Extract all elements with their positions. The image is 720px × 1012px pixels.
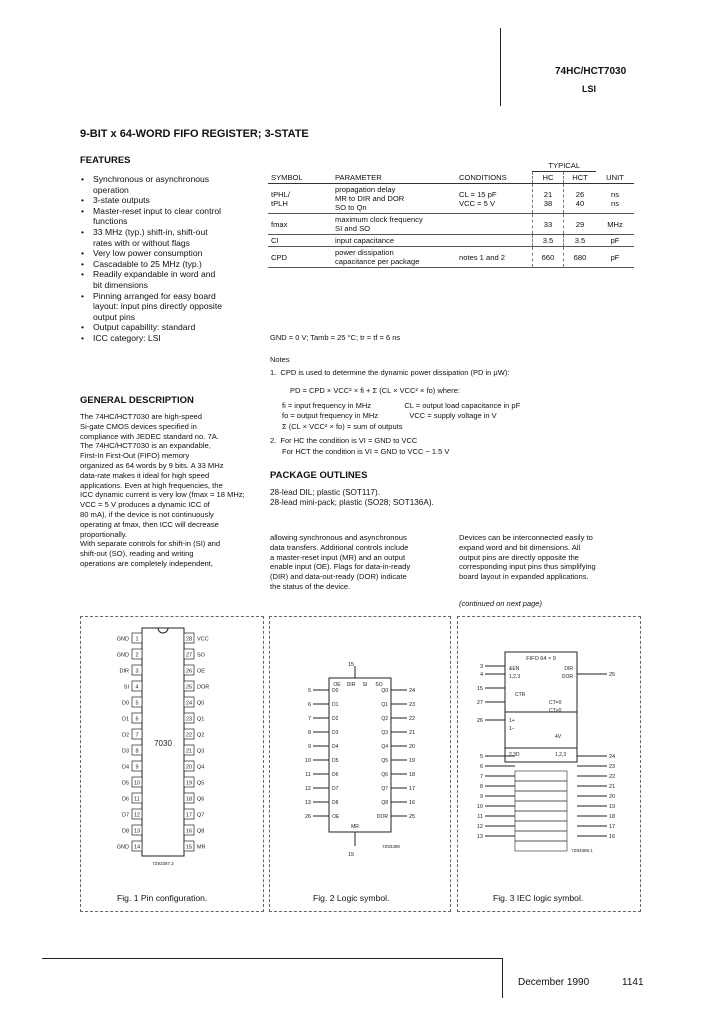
pin-configuration-diagram [80, 616, 262, 910]
pin-name: D7 [121, 812, 129, 819]
pin-name: MR [197, 844, 206, 851]
pin-number: 18 [185, 796, 193, 803]
logic-symbol-diagram [269, 616, 449, 910]
pin-name: Q2 [197, 732, 205, 739]
feature-item: • Readily expandable in word and bit dimensions [80, 269, 270, 290]
iec-label: &EN [509, 666, 520, 672]
pin-number: 16 [609, 834, 616, 840]
general-description: The 74HC/HCT7030 are high-speed Si-gate CMOS devices specified in compliance with JEDEC standard no. 7A. The 74HC/HCT7030 is an expandable, First-In First-Out (FIFO) memory organized as 64 words by 9 bits. A 33 MHz data-rate makes it ideal for high speed applications. Even at high frequencies, the ICC dynamic current is very low (fmax = 18 MHz; VCC = 5 V produces a dynamic ICC of 80 mA), if the device is not continuously operating at fmax, then ICC will decrease proportionally. With separate controls for shift-in (SI) and shift-out (SO), reading and writing operations are completely independent, [80, 412, 245, 568]
table-header-symbol: SYMBOL [268, 172, 332, 184]
table-cell-param: propagation delay MR to DIR and DOR SO to Qn [332, 184, 456, 214]
pin-number: 25 [609, 672, 616, 678]
pin-name: Q7 [381, 786, 388, 792]
iec-logic-symbol-diagram [457, 616, 639, 910]
pin-name: D1 [121, 716, 129, 723]
iec-label: 1,2,3 [555, 752, 567, 758]
spec-table [268, 160, 634, 268]
iec-bit-cell [515, 781, 567, 791]
pin-name: D0 [332, 688, 339, 694]
pin-number: 26 [476, 718, 483, 724]
table-cell-symbol: fmax [268, 214, 332, 235]
continued-note: (continued on next page) [459, 599, 542, 608]
pin-number: 7 [307, 716, 311, 722]
pin-number: 19 [609, 804, 616, 810]
pin-name: Q1 [197, 716, 205, 723]
iec-label: 2,3D [509, 752, 520, 758]
note-line: fo = output frequency in MHz VCC = supply voltage in V [282, 411, 497, 420]
iec-bit-cell [515, 771, 567, 781]
pin-number: 7 [479, 774, 483, 780]
top-label: SO [375, 682, 383, 688]
table-cell-hct: 29 [564, 214, 597, 235]
table-cell-hc: 3.5 [533, 235, 564, 247]
pin-number: 17 [409, 786, 416, 792]
pin-name: OE [197, 668, 205, 675]
pin-number: 20 [409, 744, 416, 750]
pin-number: 21 [185, 748, 193, 755]
iec-bit-cell [515, 791, 567, 801]
pin-number: 26 [185, 668, 193, 675]
pin-name: Q6 [381, 772, 388, 778]
pin-name: Q3 [197, 748, 205, 755]
table-cell-unit: ns ns [596, 184, 634, 214]
part-number: 74HC/HCT7030 [555, 66, 627, 77]
pin-number: 24 [185, 700, 193, 707]
pin-number: 22 [409, 716, 416, 722]
pin-name: D8 [332, 800, 339, 806]
package-line-1: 28-lead DIL; plastic (SOT117). [270, 488, 380, 497]
pin-number: 15 [347, 662, 355, 668]
pin-number: 2 [135, 652, 139, 659]
top-label: OE [333, 682, 341, 688]
table-cell-cond [456, 214, 533, 235]
pin-name: Q8 [381, 800, 388, 806]
table-cell-symbol: tPHL/ tPLH [268, 184, 332, 214]
pin-number: 21 [609, 784, 616, 790]
pin-number: 22 [609, 774, 616, 780]
pin-name: Q4 [381, 744, 388, 750]
pin-number: 17 [609, 824, 616, 830]
part-category: LSI [582, 84, 597, 94]
figure-3-caption: Fig. 3 IEC logic symbol. [493, 893, 584, 903]
pin-name: D1 [332, 702, 339, 708]
pin-name: D4 [332, 744, 339, 750]
pin-name: D4 [121, 764, 129, 771]
iec-bit-cell [515, 821, 567, 831]
middle-paragraph: allowing synchronous and asynchronous data transfers. Additional controls include a master-reset input (MR) and an output enable input (OE). Flags for data-in-ready (DIR) and data-out-ready (DOR) indicate the status of the device. [270, 533, 411, 591]
pin-name: D5 [332, 758, 339, 764]
iec-label: 4V [555, 734, 562, 740]
feature-item: • ICC category: LSI [80, 333, 270, 344]
pin-number: 20 [609, 794, 616, 800]
table-row [268, 235, 634, 247]
pin-number: 18 [609, 814, 616, 820]
pin-name: D5 [121, 780, 129, 787]
feature-item: • 33 MHz (typ.) shift-in, shift-out rates with or without flags [80, 227, 270, 248]
pin-name: Q5 [381, 758, 388, 764]
table-row [268, 247, 634, 268]
pin-name: D6 [332, 772, 339, 778]
top-label: DIR [346, 682, 356, 688]
iec-label: CTR [515, 692, 526, 698]
pin-name: VCC [197, 636, 209, 643]
table-cell-param: maximum clock frequency SI and SO [332, 214, 456, 235]
pin-number: 20 [185, 764, 193, 771]
table-cell-unit: pF [596, 247, 634, 268]
pin-number: 12 [133, 812, 141, 819]
pin-name: DOR [376, 814, 388, 820]
typical-header: TYPICAL [533, 160, 597, 172]
pin-number: 13 [133, 828, 141, 835]
note-line: Σ (CL × VCC² × fo) = sum of outputs [282, 422, 403, 431]
pin-number: 16 [185, 828, 193, 835]
pin-name: Q0 [197, 700, 205, 707]
pin-name: Q5 [197, 780, 205, 787]
pin-number: 9 [307, 744, 311, 750]
iec-label: DOR [561, 674, 573, 680]
pin-number: 10 [133, 780, 141, 787]
table-cell-symbol: CI [268, 235, 332, 247]
top-label: SI [362, 682, 368, 688]
iec-bit-cell [515, 841, 567, 851]
general-heading: GENERAL DESCRIPTION [80, 395, 194, 406]
iec-label: 1+ [509, 718, 515, 724]
pin-name: Q8 [197, 828, 205, 835]
note-line: fi = input frequency in MHz CL = output load capacitance in pF [282, 401, 521, 410]
table-cell-param: input capacitance [332, 235, 456, 247]
pin-number: 5 [479, 754, 483, 760]
feature-item: • Output capability: standard [80, 322, 270, 333]
pin-number: 27 [476, 700, 483, 706]
table-cell-cond: notes 1 and 2 [456, 247, 533, 268]
pin-number: 25 [409, 814, 416, 820]
table-row [268, 214, 634, 235]
pin-name: Q0 [381, 688, 388, 694]
pin-name: D0 [121, 700, 129, 707]
pin-number: 22 [185, 732, 193, 739]
pin-name: D2 [332, 716, 339, 722]
iec-label: CT>0 [549, 708, 562, 714]
figure-code: 7Z93387.2 [152, 861, 174, 866]
pin-number: 27 [185, 652, 193, 659]
table-header-hct: HCT [564, 172, 597, 184]
table-cell-hc: 33 [533, 214, 564, 235]
iec-label: 1,2,3 [509, 674, 521, 680]
pin-name: D3 [332, 730, 339, 736]
features-list [80, 174, 270, 344]
pin-number: 7 [135, 732, 139, 739]
feature-item: • Master-reset input to clear control functions [80, 206, 270, 227]
pin-number: 15 [185, 844, 193, 851]
table-cell-symbol: CPD [268, 247, 332, 268]
iec-title: FIFO 64 × 9 [526, 656, 556, 662]
pin-number: 9 [135, 764, 139, 771]
table-cell-cond: CL = 15 pF VCC = 5 V [456, 184, 533, 214]
pin-number: 14 [133, 844, 141, 851]
pin-number: 12 [476, 824, 483, 830]
note-line: 1. CPD is used to determine the dynamic power dissipation (PD in μW): [270, 368, 510, 377]
feature-item: • Very low power consumption [80, 248, 270, 259]
pin-number: 21 [409, 730, 416, 736]
package-heading: PACKAGE OUTLINES [270, 470, 368, 481]
pin-number: 16 [409, 800, 416, 806]
pin-number: 6 [307, 702, 311, 708]
pin-number: 25 [185, 684, 193, 691]
pin-number: 10 [304, 758, 311, 764]
pin-number: 3 [135, 668, 139, 675]
table-cell-unit: MHz [596, 214, 634, 235]
table-cell-hc: 660 [533, 247, 564, 268]
pin-name: SI [123, 684, 129, 691]
pin-number: 13 [304, 800, 311, 806]
table-cell-unit: pF [596, 235, 634, 247]
chip-notch [158, 628, 168, 633]
pin-number: 6 [479, 764, 483, 770]
table-header-parameter: PARAMETER [332, 172, 456, 184]
footer-rule [42, 958, 502, 959]
header-divider [500, 28, 501, 106]
pin-number: 4 [479, 672, 483, 678]
pin-name: GND [116, 844, 129, 851]
pin-number: 10 [476, 804, 483, 810]
pin-number: 15 [476, 686, 483, 692]
figure-code: 7Z93388 [382, 844, 400, 849]
pin-number: 11 [134, 796, 140, 803]
pin-number: 12 [304, 786, 311, 792]
pin-number: 23 [609, 764, 616, 770]
iec-label: CT=0 [549, 700, 562, 706]
pin-number: 8 [479, 784, 483, 790]
iec-bit-cell [515, 801, 567, 811]
iec-label: 1− [509, 726, 515, 732]
figure-code: 7Z93389.1 [571, 848, 593, 853]
feature-item: • Pinning arranged for easy board layout: input pins directly opposite output pins [80, 291, 270, 323]
table-row [268, 184, 634, 214]
pin-number: 18 [409, 772, 416, 778]
pin-name: OE [332, 814, 340, 820]
pin-number: 15 [347, 852, 355, 858]
footer-date: December 1990 [518, 977, 590, 988]
pin-number: 8 [135, 748, 139, 755]
right-paragraph: Devices can be interconnected easily to expand word and bit dimensions. All output pins are directly opposite the corresponding input pins thus simplifying board layout in expanded applications. [459, 533, 596, 582]
iec-bit-cell [515, 831, 567, 841]
table-header-unit: UNIT [596, 172, 634, 184]
pin-number: 6 [135, 716, 139, 723]
table-header-hc: HC [533, 172, 564, 184]
table-cell-hc: 21 38 [533, 184, 564, 214]
pin-number: 19 [409, 758, 416, 764]
table-cell-cond [456, 235, 533, 247]
pin-name: Q2 [381, 716, 388, 722]
table-cell-hct: 3.5 [564, 235, 597, 247]
note-line: 2. For HC the condition is VI = GND to VCC [270, 436, 418, 445]
pin-name: D6 [121, 796, 129, 803]
note-line: For HCT the condition is VI = GND to VCC − 1.5 V [282, 447, 450, 456]
pin-name: Q4 [197, 764, 205, 771]
pin-number: 5 [307, 688, 311, 694]
pin-number: 8 [307, 730, 311, 736]
notes-heading: Notes [270, 355, 290, 364]
pin-number: 23 [185, 716, 193, 723]
table-cell-hct: 680 [564, 247, 597, 268]
table-cell-param: power dissipation capacitance per package [332, 247, 456, 268]
pin-name: Q1 [381, 702, 388, 708]
pin-number: 13 [476, 834, 483, 840]
table-footer: GND = 0 V; Tamb = 25 °C; tr = tf = 6 ns [270, 333, 401, 342]
figure-1-caption: Fig. 1 Pin configuration. [117, 893, 208, 903]
package-line-2: 28-lead mini-pack; plastic (SO28; SOT136A). [270, 498, 434, 507]
pin-number: 4 [135, 684, 139, 691]
pin-number: 24 [609, 754, 616, 760]
pin-name: DOR [197, 684, 210, 691]
pin-number: 3 [479, 664, 483, 670]
pin-name: Q3 [381, 730, 388, 736]
iec-bit-cell [515, 811, 567, 821]
pin-number: 23 [409, 702, 416, 708]
pin-number: 17 [185, 812, 193, 819]
pin-number: 11 [477, 814, 483, 820]
pin-number: 26 [304, 814, 311, 820]
feature-item: • Cascadable to 25 MHz (typ.) [80, 259, 270, 270]
pin-number: 11 [305, 772, 311, 778]
pin-number: 19 [185, 780, 193, 787]
chip-label: 7030 [154, 739, 172, 748]
pin-name: SO [197, 652, 205, 659]
table-cell-hct: 26 40 [564, 184, 597, 214]
page-title: 9-BIT x 64-WORD FIFO REGISTER; 3-STATE [80, 128, 309, 140]
pin-number: 5 [135, 700, 139, 707]
pin-number: 24 [409, 688, 416, 694]
pin-number: 1 [135, 636, 139, 643]
feature-item: • 3-state outputs [80, 195, 270, 206]
pin-name: D8 [121, 828, 129, 835]
note-line: PD = CPD × VCC² × fi + Σ (CL × VCC² × fo) where: [290, 386, 460, 395]
pin-name: GND [116, 636, 129, 643]
table-header-conditions: CONDITIONS [456, 172, 533, 184]
page-number: 1141 [622, 977, 644, 988]
footer-divider [502, 958, 503, 998]
pin-name: Q7 [197, 812, 205, 819]
figure-2-caption: Fig. 2 Logic symbol. [313, 893, 390, 903]
pin-name: D7 [332, 786, 339, 792]
pin-name: GND [116, 652, 129, 659]
feature-item: • Synchronous or asynchronous operation [80, 174, 270, 195]
pin-name: D3 [121, 748, 129, 755]
pin-name: Q6 [197, 796, 205, 803]
pin-name: DIR [119, 668, 129, 675]
pin-number: 28 [185, 636, 193, 643]
pin-name: D2 [121, 732, 129, 739]
iec-counter-block [505, 712, 577, 748]
features-heading: FEATURES [80, 155, 131, 166]
pin-number: 9 [479, 794, 483, 800]
bottom-label: MR [351, 824, 359, 830]
iec-label: DIR [564, 666, 573, 672]
